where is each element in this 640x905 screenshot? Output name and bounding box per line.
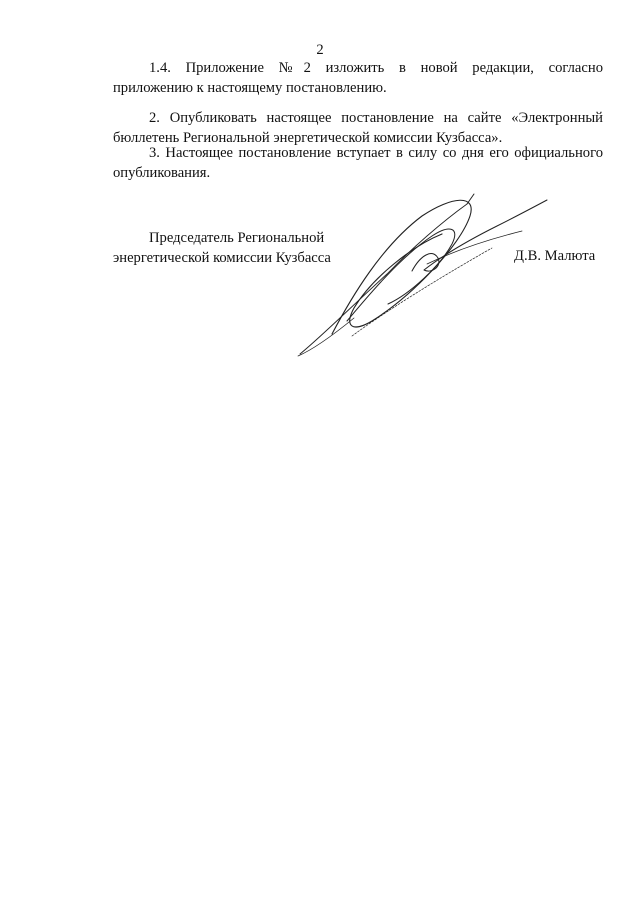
paragraph-line: опубликования. [113, 165, 211, 181]
paragraph-line: бюллетень Региональной энергетической комиссии Кузбасса». [113, 130, 503, 146]
paragraph-line [113, 108, 603, 128]
handwritten-signature [292, 186, 552, 366]
page-number: 2 [316, 42, 324, 58]
paragraph-text: 3. Настоящее постановление вступает в силу со дня его официального [149, 145, 603, 161]
paragraph-2 [113, 108, 603, 148]
paragraph-1-4 [113, 58, 603, 98]
paragraph-text: 2. Опубликовать настоящее постановление на сайте «Электронный [149, 110, 603, 126]
paragraph-line: приложению к настоящему постановлению. [113, 80, 387, 96]
signatory-name: Д.В. Малюта [514, 248, 596, 264]
paragraph-text: 1.4. Приложение №2 изложить в новой редакции, согласно [149, 60, 603, 76]
paragraph-3 [113, 143, 603, 183]
signatory-title-line-1: Председатель Региональной [149, 230, 325, 246]
paragraph-line [113, 143, 603, 163]
signatory-title-line-2: энергетической комиссии Кузбасса [113, 250, 331, 266]
paragraph-line [113, 58, 603, 78]
